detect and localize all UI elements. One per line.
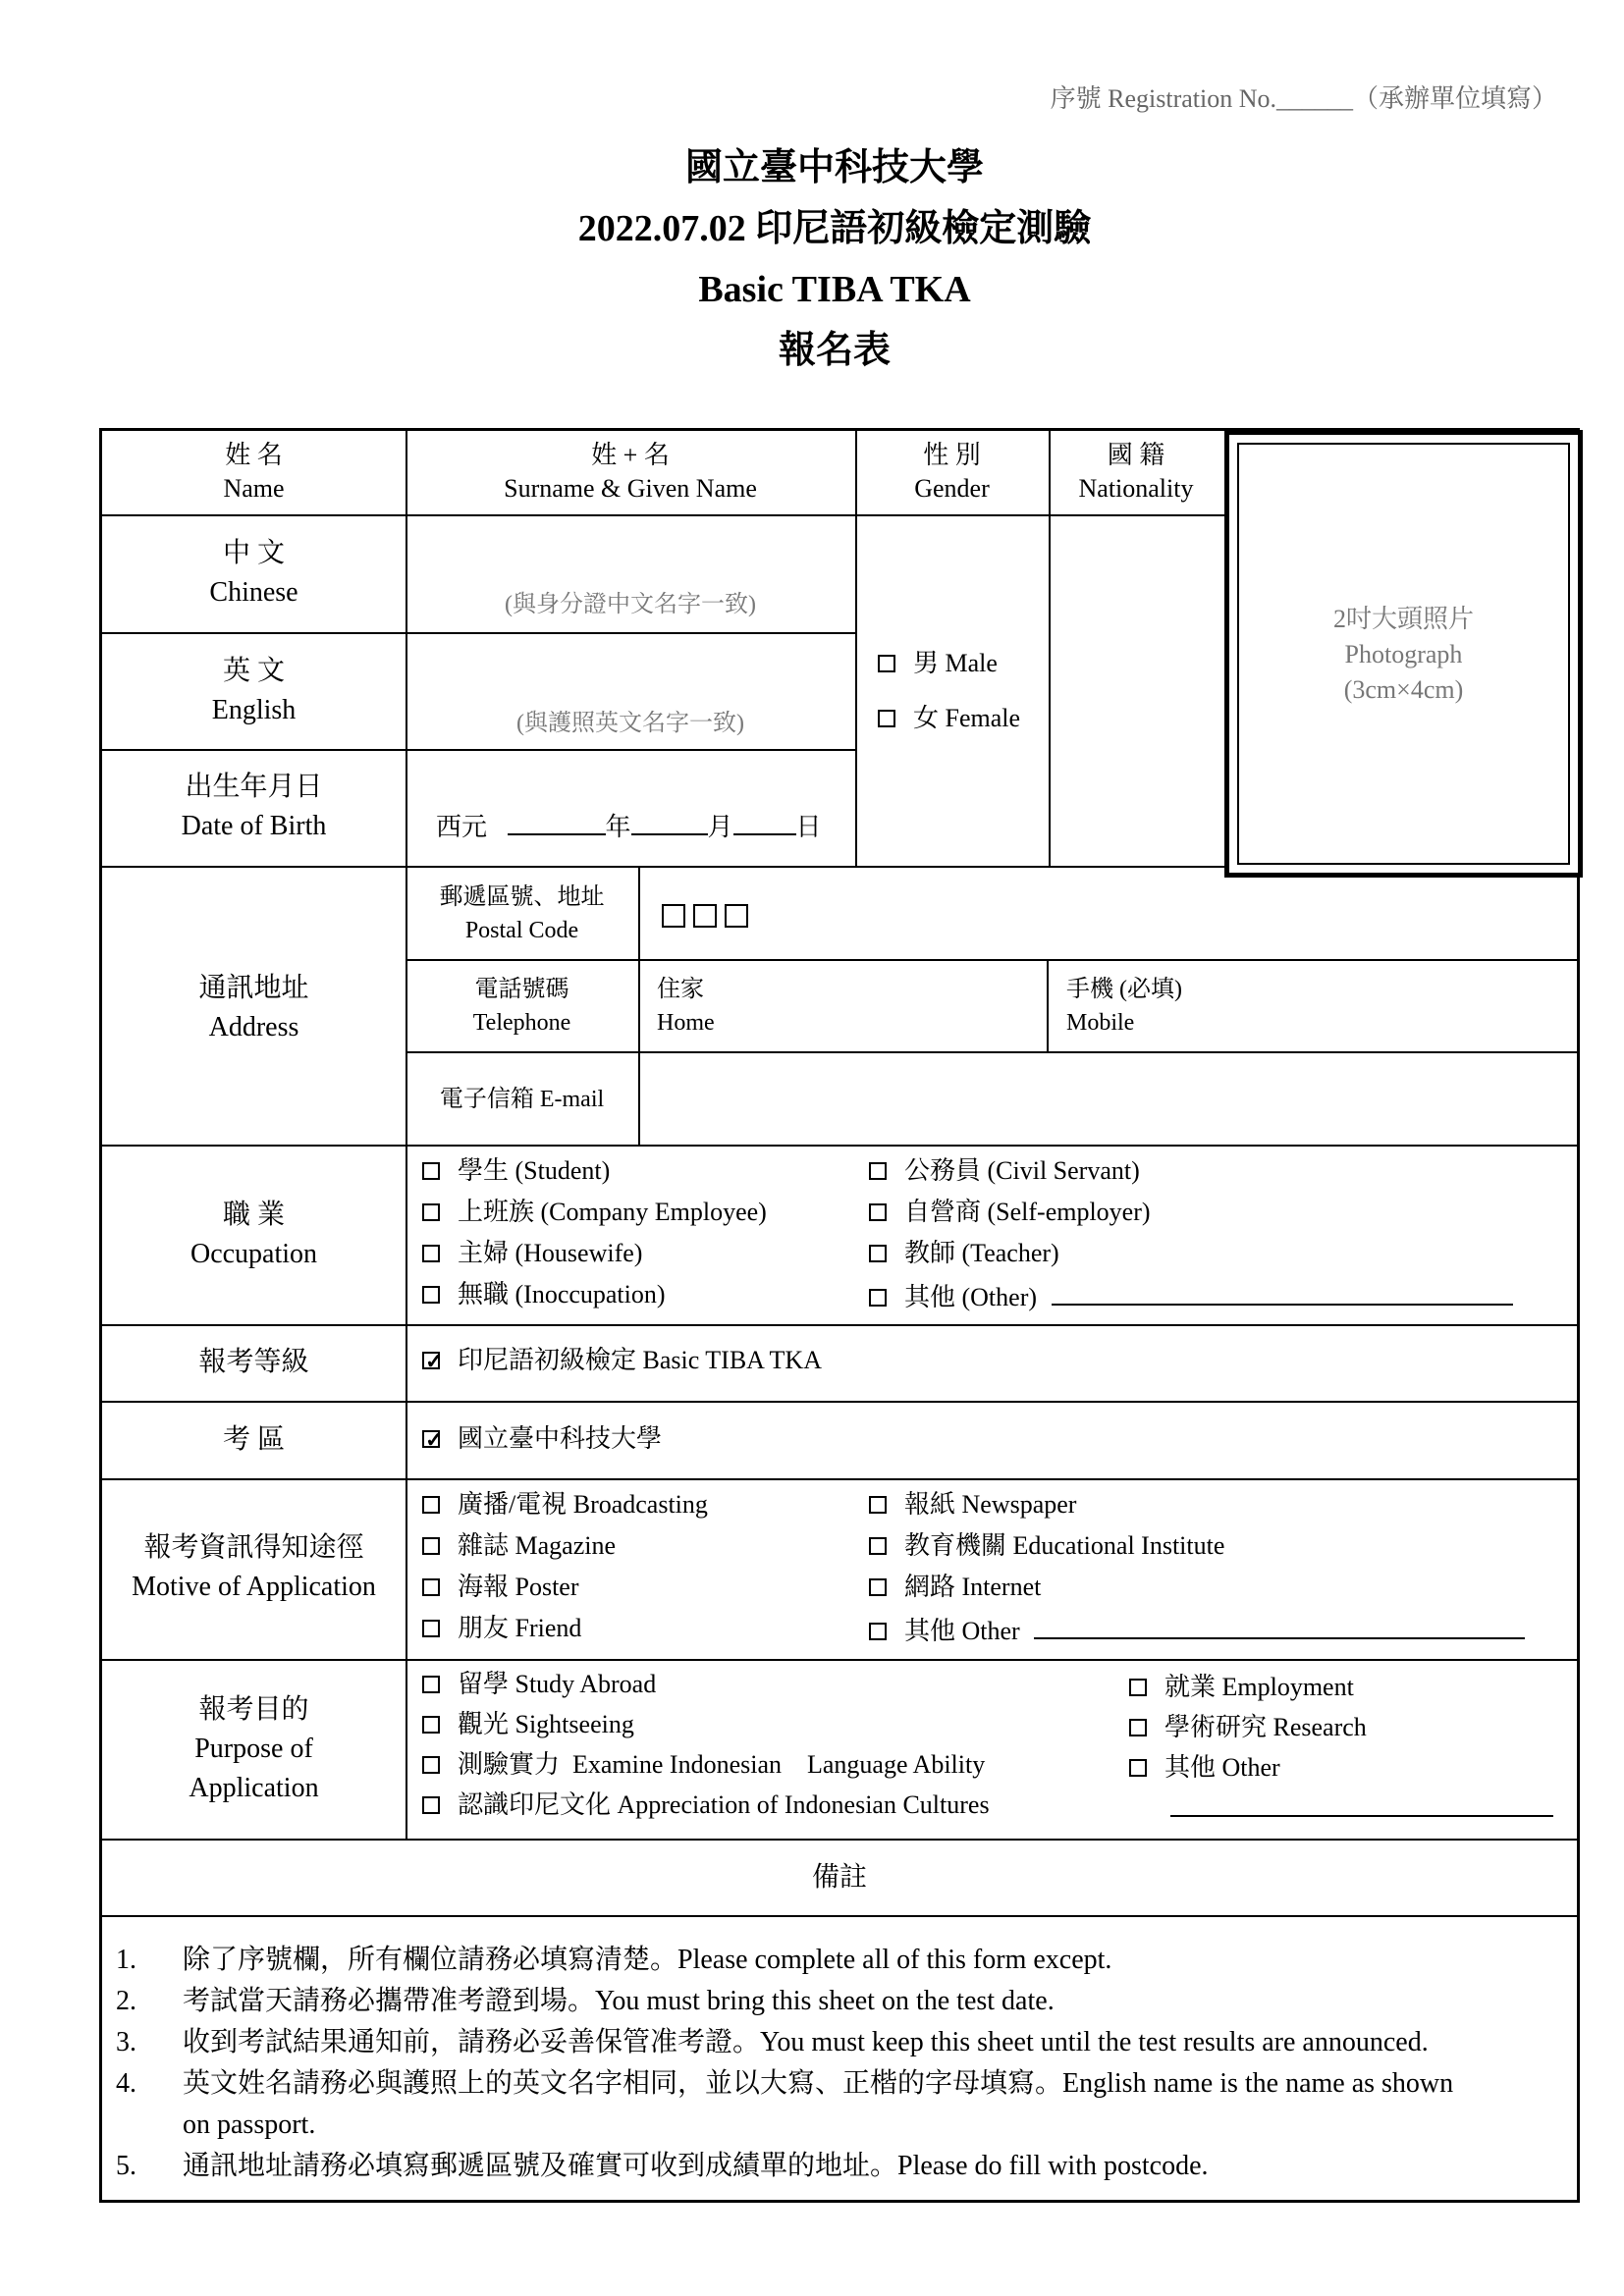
motive-other[interactable] xyxy=(869,1612,1525,1648)
motive-internet-checkbox[interactable] xyxy=(869,1578,887,1596)
label-mobile-zh: 手機 (必填) xyxy=(1066,977,1182,1002)
label-postal-en: Postal Code xyxy=(464,918,579,943)
remark-2: 2. 考試當天請務必攜帶准考證到場。You must bring this sheet on the test date. xyxy=(116,1986,1055,2016)
remark-4: 4. 英文姓名請務必與護照上的英文名字相同，並以大寫、正楷的字母填寫。English name is the name as shown xyxy=(116,2068,1454,2099)
occupation-employee-label: 上班族 (Company Employee) xyxy=(458,1198,767,1226)
motive-internet[interactable] xyxy=(869,1571,1041,1604)
gender-female-label: 女 Female xyxy=(913,704,1021,732)
label-level: 報考等級 xyxy=(198,1347,309,1377)
occupation-none-checkbox[interactable] xyxy=(422,1286,440,1304)
english-name-field[interactable] xyxy=(406,707,855,740)
purpose-sightseeing-label: 觀光 Sightseeing xyxy=(458,1710,634,1738)
title-exam: 2022.07.02 印尼語初級檢定測驗 xyxy=(577,208,1092,249)
purpose-examine-checkbox[interactable] xyxy=(422,1756,440,1774)
motive-poster-label: 海報 Poster xyxy=(458,1573,579,1601)
purpose-employment-checkbox[interactable] xyxy=(1129,1679,1147,1696)
english-name-hint: (與護照英文名字一致) xyxy=(516,711,744,736)
purpose-other[interactable] xyxy=(1129,1751,1280,1785)
label-purpose-zh: 報考目的 xyxy=(198,1694,309,1725)
level-value: 印尼語初級檢定 Basic TIBA TKA xyxy=(458,1346,822,1374)
remark-1: 1. 除了序號欄，所有欄位請務必填寫清楚。Please complete all of this form except. xyxy=(116,1945,1112,1975)
col-nationality-en: Nationality xyxy=(1078,474,1194,503)
dob-month-blank[interactable] xyxy=(631,808,708,835)
occupation-self[interactable] xyxy=(869,1196,1151,1229)
occupation-housewife-label: 主婦 (Housewife) xyxy=(458,1239,643,1267)
gender-male-label: 男 Male xyxy=(913,649,998,677)
motive-broadcast[interactable] xyxy=(422,1488,708,1522)
occupation-self-label: 自營商 (Self-employer) xyxy=(904,1198,1151,1226)
level-checkbox[interactable] xyxy=(422,1352,440,1369)
label-motive-zh: 報考資訊得知途徑 xyxy=(143,1532,364,1563)
label-tel-en: Telephone xyxy=(472,1010,571,1036)
remarks-title: 備註 xyxy=(811,1862,867,1893)
area-checkbox[interactable] xyxy=(422,1430,440,1448)
label-home-en: Home xyxy=(657,1010,715,1036)
mobile-phone-field[interactable] xyxy=(1066,973,1182,1040)
occupation-teacher-checkbox[interactable] xyxy=(869,1245,887,1262)
occupation-self-checkbox[interactable] xyxy=(869,1203,887,1221)
label-home-zh: 住家 xyxy=(657,977,704,1002)
col-name-en: Name xyxy=(223,474,285,503)
purpose-study[interactable] xyxy=(422,1668,656,1701)
motive-poster-checkbox[interactable] xyxy=(422,1578,440,1596)
purpose-study-checkbox[interactable] xyxy=(422,1676,440,1693)
motive-magazine[interactable] xyxy=(422,1529,616,1563)
motive-friend[interactable] xyxy=(422,1612,581,1645)
motive-broadcast-label: 廣播/電視 Broadcasting xyxy=(458,1490,708,1519)
dob-year-blank[interactable] xyxy=(508,808,606,835)
occupation-housewife[interactable] xyxy=(422,1237,642,1270)
label-tel-zh: 電話號碼 xyxy=(474,977,569,1002)
remark-4-cont: on passport. xyxy=(183,2109,316,2140)
label-mobile-en: Mobile xyxy=(1066,1010,1135,1036)
purpose-research-label: 學術研究 Research xyxy=(1164,1713,1367,1741)
label-dob-zh: 出生年月日 xyxy=(185,772,323,802)
gender-female-option[interactable] xyxy=(878,702,1020,735)
area-value: 國立臺中科技大學 xyxy=(458,1424,663,1453)
motive-friend-checkbox[interactable] xyxy=(422,1620,440,1637)
form-title xyxy=(0,137,1624,381)
purpose-employment-label: 就業 Employment xyxy=(1164,1673,1354,1701)
motive-broadcast-checkbox[interactable] xyxy=(422,1496,440,1514)
purpose-study-label: 留學 Study Abroad xyxy=(458,1670,657,1698)
motive-education-checkbox[interactable] xyxy=(869,1537,887,1555)
photo-line-2: Photograph xyxy=(1344,640,1463,668)
label-chinese-zh: 中 文 xyxy=(222,538,285,568)
purpose-employment[interactable] xyxy=(1129,1671,1354,1704)
occupation-employee[interactable] xyxy=(422,1196,767,1229)
col-fullname-en: Surname & Given Name xyxy=(504,474,757,503)
postal-code-boxes[interactable] xyxy=(662,897,756,931)
motive-education[interactable] xyxy=(869,1529,1224,1563)
purpose-other-checkbox[interactable] xyxy=(1129,1759,1147,1777)
chinese-name-field[interactable] xyxy=(406,588,855,621)
motive-newspaper[interactable] xyxy=(869,1488,1076,1522)
label-postal-zh: 郵遞區號、地址 xyxy=(439,884,605,910)
label-purpose-en-2: Application xyxy=(189,1773,319,1803)
occupation-other-label: 其他 (Other) xyxy=(904,1283,1038,1311)
label-address-zh: 通訊地址 xyxy=(198,973,309,1003)
motive-magazine-checkbox[interactable] xyxy=(422,1537,440,1555)
dob-day-label: 日 xyxy=(795,813,822,841)
label-occupation-zh: 職 業 xyxy=(222,1200,285,1230)
remark-3: 3. 收到考試結果通知前，請務必妥善保管准考證。You must keep this sheet until the test results are announced. xyxy=(116,2027,1429,2057)
occupation-other[interactable] xyxy=(869,1278,1513,1314)
purpose-examine[interactable] xyxy=(422,1748,985,1782)
area-option[interactable] xyxy=(422,1422,662,1456)
col-name-zh: 姓 名 xyxy=(225,441,283,469)
label-motive-en: Motive of Application xyxy=(132,1572,376,1602)
purpose-other-blank[interactable] xyxy=(1170,1815,1553,1817)
occupation-employee-checkbox[interactable] xyxy=(422,1203,440,1221)
purpose-sightseeing[interactable] xyxy=(422,1708,634,1741)
home-phone-field[interactable] xyxy=(657,973,715,1040)
occupation-civil-checkbox[interactable] xyxy=(869,1162,887,1180)
dob-year-label: 年 xyxy=(605,813,631,841)
col-gender-zh: 性 別 xyxy=(923,441,981,469)
gender-male-option[interactable] xyxy=(878,647,998,680)
registration-number: 序號 Registration No.______（承辦單位填寫） xyxy=(1050,84,1557,113)
photo-line-1: 2吋大頭照片 xyxy=(1332,605,1474,633)
motive-newspaper-checkbox[interactable] xyxy=(869,1496,887,1514)
gender-male-checkbox[interactable] xyxy=(878,655,895,672)
dob-month-label: 月 xyxy=(707,813,733,841)
col-fullname-zh: 姓 + 名 xyxy=(591,441,670,469)
photo-placeholder xyxy=(1229,602,1578,708)
occupation-other-checkbox[interactable] xyxy=(869,1289,887,1307)
label-email: 電子信箱 E-mail xyxy=(439,1087,605,1112)
occupation-none-label: 無職 (Inoccupation) xyxy=(458,1280,666,1308)
motive-poster[interactable] xyxy=(422,1571,579,1604)
title-exam-en: Basic TIBA TKA xyxy=(698,269,971,310)
occupation-none[interactable] xyxy=(422,1278,666,1311)
occupation-other-blank[interactable] xyxy=(1052,1278,1513,1306)
label-dob-en: Date of Birth xyxy=(181,811,327,841)
col-nationality-zh: 國 籍 xyxy=(1107,441,1165,469)
motive-other-label: 其他 Other xyxy=(904,1617,1020,1645)
title-form: 報名表 xyxy=(778,330,891,371)
occupation-housewife-checkbox[interactable] xyxy=(422,1245,440,1262)
dob-field[interactable] xyxy=(436,808,822,844)
purpose-research[interactable] xyxy=(1129,1711,1367,1744)
title-university: 國立臺中科技大學 xyxy=(684,147,984,188)
motive-magazine-label: 雜誌 Magazine xyxy=(458,1531,617,1560)
purpose-culture[interactable] xyxy=(422,1789,990,1822)
label-address-en: Address xyxy=(208,1012,299,1042)
purpose-culture-label: 認識印尼文化 Appreciation of Indonesian Cultures xyxy=(458,1790,990,1819)
purpose-sightseeing-checkbox[interactable] xyxy=(422,1716,440,1734)
motive-friend-label: 朋友 Friend xyxy=(458,1614,582,1642)
remark-5: 5. 通訊地址請務必填寫郵遞區號及確實可收到成績單的地址。Please do fill with postcode. xyxy=(116,2151,1209,2181)
level-option[interactable] xyxy=(422,1344,822,1377)
occupation-teacher[interactable] xyxy=(869,1237,1059,1270)
chinese-name-hint: (與身分證中文名字一致) xyxy=(505,592,756,617)
purpose-culture-checkbox[interactable] xyxy=(422,1796,440,1814)
dob-day-blank[interactable] xyxy=(733,808,796,835)
motive-other-blank[interactable] xyxy=(1034,1612,1525,1639)
occupation-civil[interactable] xyxy=(869,1154,1140,1188)
occupation-student[interactable] xyxy=(422,1154,610,1188)
purpose-examine-label: 測驗實力 Examine Indonesian Language Ability xyxy=(458,1750,986,1779)
label-purpose-en-1: Purpose of xyxy=(194,1734,313,1764)
label-area: 考 區 xyxy=(222,1424,285,1455)
motive-internet-label: 網路 Internet xyxy=(904,1573,1042,1601)
photo-line-3: (3cm×4cm) xyxy=(1343,675,1464,704)
occupation-student-label: 學生 (Student) xyxy=(458,1156,611,1185)
label-occupation-en: Occupation xyxy=(189,1239,318,1269)
motive-other-checkbox[interactable] xyxy=(869,1623,887,1640)
gender-female-checkbox[interactable] xyxy=(878,710,895,727)
motive-newspaper-label: 報紙 Newspaper xyxy=(904,1490,1077,1519)
purpose-research-checkbox[interactable] xyxy=(1129,1719,1147,1736)
label-english-en: English xyxy=(211,695,297,725)
motive-education-label: 教育機關 Educational Institute xyxy=(904,1531,1225,1560)
occupation-teacher-label: 教師 (Teacher) xyxy=(904,1239,1059,1267)
purpose-other-label: 其他 Other xyxy=(1164,1753,1280,1782)
photo-box[interactable] xyxy=(1224,430,1583,878)
col-gender-en: Gender xyxy=(914,474,990,503)
dob-prefix: 西元 xyxy=(436,813,488,841)
label-english-zh: 英 文 xyxy=(222,656,285,686)
occupation-student-checkbox[interactable] xyxy=(422,1162,440,1180)
label-chinese-en: Chinese xyxy=(209,577,298,608)
occupation-civil-label: 公務員 (Civil Servant) xyxy=(904,1156,1140,1185)
